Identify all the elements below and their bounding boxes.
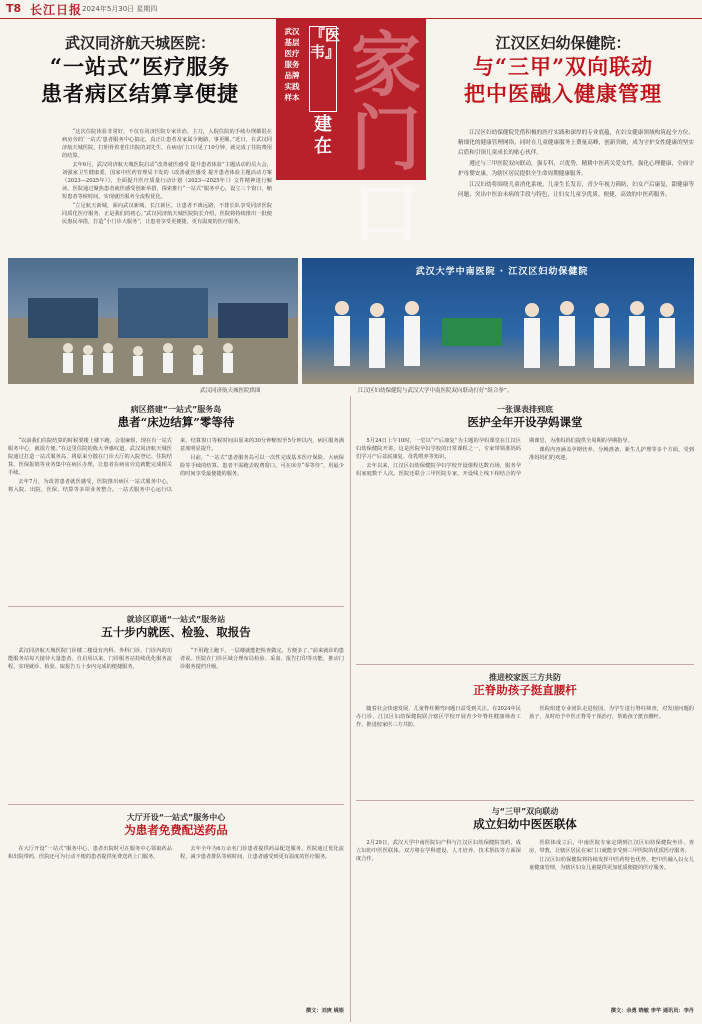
page-number: T8 — [6, 2, 22, 15]
a1-body-p1: “以前我们住院结算的时候要楼上楼下跑，会很麻烦，现在有一站式服务中心，就很方便。”在这里住院的陈大爷感叹道。武汉同济航天城医院通过打造一站式服务岛，将原来分散在门诊大厅的入院登记、住院结算、医保报销等业务集中在病区办理，让患者在病房旁边就能完成相关手续。 — [8, 438, 172, 476]
right-title-line1: 与“三甲”双向联动 — [472, 54, 654, 79]
left-photo-caption: 武汉同济航天城医院供图 — [200, 388, 261, 394]
a1-body-p2: 去年7月，为改善患者就医感受，医院推出病区一站式服务中心，将入院、出院、医保、结算等多项业务整合。一站式服务中心运行以来，结算窗口等候时间由原来的30分钟缩短至5分钟以内，病区服务满意度明显提升。 — [8, 438, 344, 493]
a3-body-p2: 去年全年为6万余名门诊患者提供药品配送服务。医院通过优化流程，减少患者排队等候时间，让患者感受到更有温度的医疗服务。 — [180, 846, 344, 860]
b3-title: 成立妇幼中医医联体 — [473, 817, 577, 831]
b3-body — [356, 839, 694, 1007]
left-lead-p3: “立足航天新城，面向武汉新城，长江新区，让患者不离远路，不排长队享受同济医院同质化医疗服务，正是我们的初心。”武汉同济航天城医院院长介绍，医院将持续推出一批便民惠民举措，打造“小门诊大服务”，让患者享受更便捷、更有温度的医疗服务。 — [62, 203, 272, 225]
divider-b2 — [356, 800, 694, 801]
left-title-line2: 患者病区结算享便捷 — [41, 81, 239, 106]
article-a3 — [8, 812, 344, 1014]
right-lead-p2: 遵过与三甲医院双向联动，强专科，兴优势，精耕中医药关爱女性，强化心理健康，全面守护母婴安康，为辖区居民提供全生命周期健康服务。 — [458, 161, 694, 177]
b1-body-p3: 课程内容涵盖孕期营养、分娩准备、新生儿护理等多个方面，受到准妈妈们的欢迎。 — [529, 447, 694, 461]
b3-body-p2: 医联体成立后，中南医院专家定期到江汉区妇幼保健院坐诊、查房、带教，让辖区居民在家门口就能享受到三甲医院的优质医疗服务。 — [529, 840, 694, 854]
b1-title: 医护全年开设孕妈课堂 — [467, 415, 583, 429]
b3-body-p3: 江汉区妇幼保健院将持续发挥中医药特色优势，把中医融入妇女儿童健康管理，为辖区妇女儿童提供更加优质便捷的医疗服务。 — [529, 857, 694, 871]
b1-body — [356, 437, 694, 655]
masthead — [0, 0, 702, 19]
left-headline — [8, 32, 272, 107]
right-title-line2: 把中医融入健康管理 — [464, 81, 662, 106]
right-photo-caption: 江汉区妇幼保健院与武汉大学中南医院双向联动打好“组合拳”。 — [358, 388, 513, 394]
left-lead-p1: “这次住院体验非常好，不仅有同济医院专家诊治，主刀，入院住院的手续办理都很在病房旁的‘一站式’患者服务中心搞定，真正让患者及家属少跑路，事更顺。”近日，在武汉同济航天城医院，打胆骨着老住出院的刘先生，在病房门口只见了10分钟，就完成了住院费用的结算。 — [62, 129, 272, 159]
divider-a1 — [8, 606, 344, 607]
right-photo-banner: 武汉大学中南医院 · 江汉区妇幼保健院 — [415, 267, 589, 277]
article-b3 — [356, 806, 694, 1014]
right-photo-image — [302, 258, 694, 384]
right-photo — [302, 258, 694, 384]
left-kicker: 武汉同济航天城医院： — [64, 34, 215, 52]
a2-title: 五十步内就医、检验、取报告 — [101, 625, 251, 639]
right-lead-p1: 江汉区妇幼保健院凭借积极的医疗实践和深厚的专业底蕴，在妇女健康领域构筑起全方位、精细化的健康管理网络，同时在儿童健康服务上费量高峰，创新突破，成为守护女性健康的坚实后盾和引领儿童成长的贴心伙伴。 — [458, 130, 694, 156]
paper-name: 长江日报 — [30, 3, 83, 17]
left-lead — [62, 128, 272, 227]
banner-vertical-text: 武汉基层医疗服务品牌实践样本 — [284, 27, 300, 102]
divider-a2 — [8, 804, 344, 805]
a1-body — [8, 437, 344, 597]
b1-body-p1: 5月24日上午10时，一堂以“产后康复”为主题的孕妈课堂在江汉区妇幼保健院开讲。这是医院孕妇学校的日常课程之一，专家带领准妈妈们学习产后盆底康复、母乳喂养等知识。 — [356, 438, 521, 460]
left-title-line1: “一站式”医疗服务 — [49, 54, 231, 79]
a2-body-p2: “不用跑上跑下，一层楼就能把检查做完，方便多了。”前来就诊的患者说。医院在门诊区域合理布局检验、采血、报告打印等功能，推动门诊服务提档升级。 — [180, 648, 344, 670]
banner-jianzai: 建在 — [314, 114, 332, 157]
a3-subtitle: 大厅开设“一站式”服务中心 — [126, 813, 226, 822]
b3-subtitle: 与“三甲”双向联动 — [491, 807, 559, 816]
b3-body-p1: 2月29日，武汉大学中南医院妇产科与江汉区妇幼保健院签约，成立妇幼中医医联体。双方将在学科建设、人才培养、技术帮扶等方面深度合作。 — [356, 840, 521, 862]
column-divider — [350, 396, 351, 1022]
b1-body-p2: 去年以来，江汉区妇幼保健院孕妇学校开设课程达数百场，服务孕妈家庭数千人次。医院还联合三甲医院专家，开设线上线下相结合的孕期课堂，为准妈妈们提供全周期的孕期指导。 — [356, 438, 633, 477]
banner-seal: 『医韦』 — [309, 26, 337, 112]
left-photo — [8, 258, 298, 384]
b2-title: 正脊助孩子挺直腰杆 — [473, 683, 577, 697]
left-lead-p2: 去年6月，武汉同济航天城医院启动“改善就医感受 提升患者体验”主题活动的员大会，刘强家卫生健康委，国家中医药管理局下发的《改善就医感受 提升患者体验主题活动方案（2023—2025年）》，全面提升医疗质量行动计划（2023—2025年）》文件精神进行解读。医院通过聚焦患者就医感受创新举措，探索推行“一站式”服务中心，设立三个窗口，缩短患者等候时间，实现就医服务全流程优化。 — [62, 162, 272, 200]
b2-body-p2: 医院组建专业团队走进校园，为学生进行脊柱筛查，对发现问题的孩子，及时给予中医正脊等干预治疗，帮助孩子挺直腰杆。 — [529, 706, 694, 720]
b1-subtitle: 一张课表排到底 — [497, 405, 553, 414]
b2-body — [356, 705, 694, 795]
right-headline — [432, 32, 694, 107]
a3-body — [8, 845, 344, 1007]
right-kicker: 江汉区妇幼保健院： — [495, 34, 631, 52]
right-lead — [458, 128, 694, 201]
b3-byline: 撰文：余勇 晓敏 李芊 通讯员：李丹 — [610, 1008, 694, 1014]
article-b1 — [356, 404, 694, 655]
b2-subtitle: 推进校家医三方共防 — [489, 673, 561, 682]
a1-title: 患者“床边结算”零等待 — [117, 415, 235, 429]
article-a2 — [8, 614, 344, 771]
issue-date: 2024年5月30日 星期四 — [82, 5, 158, 13]
left-photo-image — [8, 258, 298, 384]
a2-subtitle: 就诊区联通“一站式”服务站 — [126, 615, 226, 624]
a1-body-p3: 目前，“一站式”患者服务岛可以一次性完成基本医疗保险、大病保险等手续的结算。患者不需跑去收费窗口，可在床旁“零等待”，用最少的时间享受最便捷的服务。 — [180, 455, 344, 477]
article-a1 — [8, 404, 344, 597]
a3-body-p1: 在大厅开设“一站式”服务中心，患者出院时可在服务中心领取药品和出院带药，医院还可为行动不便的患者提供免费送药上门服务。 — [8, 846, 172, 860]
b2-body-p1: 随着社会快速发展，儿童脊柱侧弯问题日益受到关注。在2024年民办门诊，江汉区妇幼保健院联合辖区学校开展青少年脊柱健康筛查工作，推进校家医三方共防。 — [356, 706, 521, 728]
article-b2 — [356, 672, 694, 795]
a3-byline: 撰文：刘庚 姚银 — [305, 1008, 344, 1014]
a2-body-p1: 武汉同济航天城医院门诊楼二楼设有内科、外科门诊，门诊内的功能服务站每天接待大量患者。自启用以来，门诊服务站持续优化服务流程，实现就诊、检验、取报告五十步内完成的便捷服务。 — [8, 648, 172, 670]
a2-body — [8, 647, 344, 771]
a1-subtitle: 病区搭建“一站式”服务岛 — [130, 405, 222, 414]
feature-banner — [276, 18, 426, 254]
right-lead-p3: 江汉妇幼将围绕儿童消化系统，儿童生长发育，青少年视力筛防，妇女产后康复，甜健康等问题，突出中医治未病的手段与特色，让妇女儿童享优质、便捷、高效的中医药服务。 — [458, 182, 694, 198]
banner-big-char: 家门口 — [351, 23, 421, 254]
divider-b1 — [356, 664, 694, 665]
a3-title: 为患者免费配送药品 — [124, 823, 228, 837]
